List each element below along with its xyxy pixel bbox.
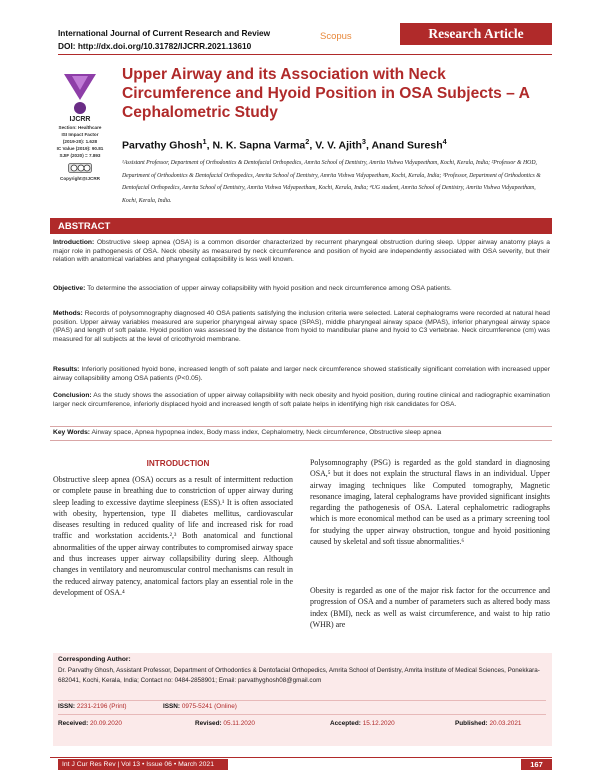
section-label: Section: Healthcare bbox=[58, 125, 102, 130]
author-name: Parvathy Ghosh bbox=[122, 139, 203, 152]
author-sup: 4 bbox=[442, 137, 447, 146]
keywords-divider-bottom bbox=[50, 440, 552, 441]
creative-commons-icon bbox=[68, 163, 92, 173]
author-list: Parvathy Ghosh$^1$, N. K. Sapna Varma$^2$, V. V. Ajith$^3$, Anand Suresh$^4$ bbox=[122, 137, 447, 152]
text: Airway space, Apnea hypopnea index, Body mass index, Cephalometry, Neck circumference, Obstructive sleep apnea bbox=[91, 429, 442, 436]
author-name: N. K. Sapna Varma bbox=[212, 139, 306, 152]
corresponding-author-details: Dr. Parvathy Ghosh, Assistant Professor, Department of Orthodontics & Dentofacial Orthopedics, Amrita School of Dentistry, Amrita Institute of Medical Sciences, Ponekkara- 682041, Kochi, Kerala, India; Contact no: 0484-2858901; Email: parvathyghosh08@gmail.com bbox=[58, 667, 540, 684]
issn-print bbox=[58, 703, 127, 710]
author-name: Anand Suresh bbox=[371, 139, 443, 152]
label: Methods: bbox=[53, 310, 83, 317]
value: 15.12.2020 bbox=[362, 720, 395, 727]
introduction-heading: INTRODUCTION bbox=[146, 459, 210, 468]
page-number: 167 bbox=[521, 759, 552, 770]
author-sup: 2 bbox=[305, 137, 310, 146]
label: Accepted: bbox=[330, 720, 361, 727]
label: Results: bbox=[53, 366, 80, 373]
keywords-divider-top bbox=[50, 426, 552, 427]
abstract-introduction bbox=[53, 239, 550, 265]
introduction-right-paragraph-1: Polysomnography (PSG) is regarded as the gold standard in diagnosing OSA,⁵ but it does not explain the structural flaws in an individual. Upper airway imaging techniques like Computed tomography, Magnetic resonance imaging, lateral cephalograms have provided significant insights regarding the pathogenesis of OSA. Lateral cephalometric radiographs which is more economical method can be used as a primary screening tool for studying the upper airway obstruction, tongue and hyoid positioning caused by skeletal and soft tissue abnormalities.⁶ bbox=[310, 458, 550, 547]
label: Revised: bbox=[195, 720, 222, 727]
scopus-label: Scopus bbox=[320, 31, 352, 42]
introduction-left-column: Obstructive sleep apnea (OSA) occurs as a result of intermittent reduction or complete pause in breathing due to constriction of upper airway during sleep leading to excessive daytime sleepiness (ESS).¹ It is often associated with obesity, hypertension, type II diabetes mellitus, cardiovascular diseases resulting in reduced quality of life and increased risk for road traffic and workstation accidents.²,³ Both anatomical and functional abnormalities of the upper airway contributes to compromised airway space and thus increases upper airway collapsibility during sleep. Although changes in ventilatory and neuromuscular control mechanisms can result in the reduced airway patency, anatomical factors play an essential role in the development of OSA.⁴ bbox=[53, 475, 293, 597]
abstract-methods bbox=[53, 310, 550, 344]
value: 2231-2196 (Print) bbox=[76, 703, 127, 710]
text: Records of polysomnography diagnosed 40 OSA patients satisfying the inclusion criteria were selected. Lateral cephalograms were recorded at natural head position. Upper airway variables measured are superior pharyngeal airway space (SPAS), middle pharyngeal airway space (MPAS), inferior pharyngeal airway space (IPAS) and length of soft palate. Hyoid position was assessed by the distance from hyoid to mandibular plane and hyoid to C3 vertebrae. Neck circumference (cm) was measured for all subjects at the level of cricothyroid membrane. bbox=[53, 310, 550, 343]
accepted-date bbox=[330, 720, 395, 727]
label: Introduction: bbox=[53, 239, 95, 246]
abstract-objective bbox=[53, 285, 550, 294]
label: Key Words: bbox=[53, 429, 91, 436]
isi-value: (2019-20): 1.628 bbox=[62, 139, 98, 144]
footer-citation: Int J Cur Res Rev | Vol 13 • Issue 06 • March 2021 bbox=[62, 761, 214, 768]
article-type-badge: Research Article bbox=[400, 23, 552, 45]
text: Inferiorly positioned hyoid bone, increased length of soft palate and larger neck circumference showed statistically significant correlation with increased upper airway collapsibility among OSA patients (P<0.05). bbox=[53, 366, 550, 382]
abstract-results bbox=[53, 366, 550, 383]
author-sup: 1 bbox=[202, 137, 207, 146]
correspondence-divider bbox=[58, 700, 546, 701]
sjif-value: SJIF (2020) = 7.893 bbox=[59, 153, 101, 158]
value: 0975-5241 (Online) bbox=[181, 703, 237, 710]
value: 20.09.2020 bbox=[89, 720, 122, 727]
introduction-right-paragraph-2: Obesity is regarded as one of the major risk factor for the occurrence and progression of OSA and a number of parameters such as altered body mass index (BMI), neck as well as waist circumference, and waist to hip ratio (WHR) are bbox=[310, 586, 550, 629]
abstract-conclusion bbox=[53, 392, 550, 409]
abstract-keywords bbox=[53, 429, 550, 438]
label: ISSN: bbox=[58, 703, 76, 710]
footer-divider bbox=[50, 757, 552, 758]
value: 05.11.2020 bbox=[223, 720, 255, 727]
correspondence-divider bbox=[58, 714, 546, 715]
label: ISSN: bbox=[163, 703, 181, 710]
header-divider bbox=[58, 54, 552, 55]
abstract-bar bbox=[50, 218, 552, 234]
doi-link[interactable]: DOI: http://dx.doi.org/10.31782/IJCRR.2021.13610 bbox=[58, 41, 252, 51]
author-sup: 3 bbox=[361, 137, 366, 146]
value: 20.03.2021 bbox=[489, 720, 522, 727]
label: Conclusion: bbox=[53, 392, 92, 399]
published-date bbox=[455, 720, 521, 727]
received-date bbox=[58, 720, 122, 727]
copyright: Copyright@IJCRR bbox=[60, 176, 100, 181]
logo-text: IJCRR bbox=[69, 116, 91, 123]
ijcrr-logo-icon bbox=[60, 70, 100, 116]
issn-online bbox=[163, 703, 237, 710]
label: Received: bbox=[58, 720, 89, 727]
ic-value: IC Value (2019): 90.81 bbox=[56, 146, 104, 151]
author-name: V. V. Ajith bbox=[315, 139, 362, 152]
article-title: Upper Airway and its Association with Neck Circumference and Hyoid Position in OSA Subjects – A Cephalometric Study bbox=[122, 66, 530, 121]
affiliations: ¹Assistant Professor, Department of Orthodontics & Dentofacial Orthopedics, Amrita School of Dentistry, Amrita Vishwa Vidyapeetham, Kochi, Kerala, India; ²Professor & HOD, Department of Orthodontics & Dentofacial Orthopedics, Amrita School of Dentistry, Amrita Vishwa Vidyapeetham, Kochi, Kerala, India; ³Professor, Department of Orthodontics & Dentofacial Orthopedics, Amrita School of Dentistry, Amrita Vishwa Vidyapeetham, Kochi, Kerala, India; ⁴UG student, Amrita School of Dentistry, Amrita Vishwa Vidyapeetham, Kochi, Kerala, India. bbox=[122, 160, 541, 204]
revised-date bbox=[195, 720, 255, 727]
corresponding-author-heading: Corresponding Author: bbox=[58, 656, 131, 663]
label: Objective: bbox=[53, 285, 86, 292]
isi-label: ISI Impact Factor bbox=[61, 132, 99, 137]
abstract-heading: ABSTRACT bbox=[58, 221, 111, 232]
text: To determine the association of upper airway collapsibility with hyoid position and neck circumference among OSA patients. bbox=[87, 285, 452, 292]
journal-name: International Journal of Current Research and Review bbox=[58, 28, 271, 38]
label: Published: bbox=[455, 720, 488, 727]
text: As the study shows the association of upper airway collapsibility with neck obesity and hyoid position, during routine clinical and radiographic examination larger neck circumference, inferiorly displaced hyoid and increased length of soft palate helps in identifying high risk candidates for OSA. bbox=[53, 392, 550, 408]
text: Obstructive sleep apnea (OSA) is a common disorder characterized by recurrent pharyngeal obstruction during sleep. Upper airway anatomy plays a major role in pathogenesis of OSA. Neck obesity as measured by neck circumference and position of hyoid are independently associated with OSA severity, but their relation with anatomical variables and pharyngeal collapsibility is less well known. bbox=[53, 239, 550, 264]
